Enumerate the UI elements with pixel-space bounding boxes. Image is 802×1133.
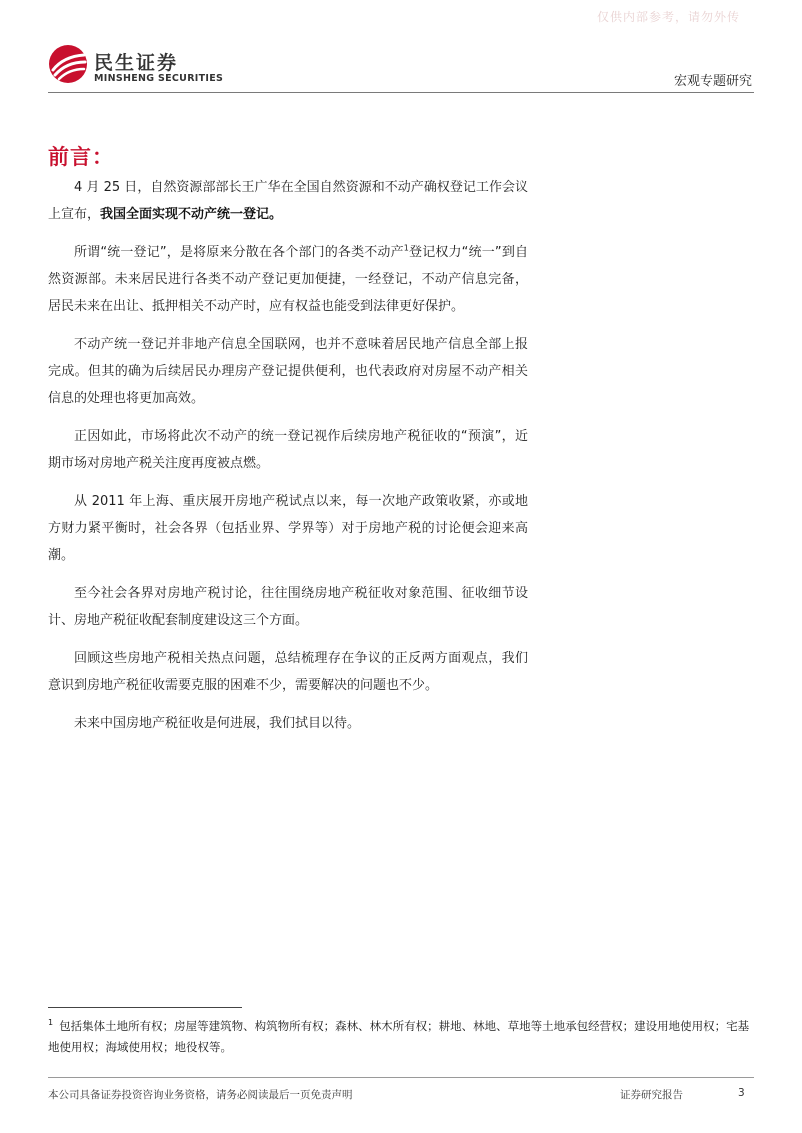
- paragraph-1: [48, 174, 528, 228]
- brand-name-cn: 民生证券: [94, 52, 179, 74]
- page-number: 3: [738, 1087, 745, 1099]
- paragraph-2-text-a: 所谓“统一登记”，是将原来分散在各个部门的各类不动产: [74, 245, 404, 260]
- paragraph-1-text: 4 月 25 日，自然资源部部长王广华在全国自然资源和不动产确权登记工作会议上宣布，: [48, 180, 528, 222]
- footer-divider: [48, 1077, 754, 1078]
- paragraph-6: 至今社会各界对房地产税讨论，往往围绕房地产税征收对象范围、征收细节设计、房地产税征收配套制度建设这三个方面。: [48, 586, 528, 628]
- footer-disclaimer: 本公司具备证券投资咨询业务资格，请务必阅读最后一页免责声明: [48, 1089, 353, 1101]
- footnote-marker: 1: [48, 1018, 54, 1028]
- footnote-text: 包括集体土地所有权；房屋等建筑物、构筑物所有权；森林、林木所有权；耕地、林地、草地等土地承包经营权；建设用地使用权；宅基地使用权；海域使用权；地役权等。: [48, 1019, 750, 1054]
- paragraph-2-text-b: 登记权力“统一”到自然资源部。未来居民进行各类不动产登记更加便捷，一经登记，不动产信息完备，居民未来在出让、抵押相关不动产时，应有权益也能受到法律更好保护。: [48, 245, 528, 314]
- footnote-divider: [48, 1007, 242, 1008]
- footer-report-label: 证券研究报告: [620, 1089, 683, 1101]
- paragraph-3: 不动产统一登记并非地产信息全国联网，也并不意味着居民地产信息全部上报完成。但其的确为后续居民办理房产登记提供便利，也代表政府对房屋不动产相关信息的处理也将更加高效。: [48, 337, 528, 406]
- footnote-ref[interactable]: 1: [403, 243, 409, 253]
- watermark-text: 仅供内部参考，请勿外传: [596, 10, 740, 24]
- footnote: [48, 1016, 754, 1058]
- report-type-label: 宏观专题研究: [673, 74, 752, 89]
- section-title: 前言：: [48, 145, 114, 169]
- paragraph-2: [48, 239, 528, 320]
- body-text: [48, 174, 528, 748]
- paragraph-1-emphasis: 我国全面实现不动产统一登记。: [100, 207, 283, 222]
- paragraph-5: 从 2011 年上海、重庆展开房地产税试点以来，每一次地产政策收紧，亦或地方财力紧平衡时，社会各界（包括业界、学界等）对于房地产税的讨论便会迎来高潮。: [48, 494, 528, 563]
- paragraph-7: 回顾这些房地产税相关热点问题，总结梳理存在争议的正反两方面观点，我们意识到房地产税征收需要克服的困难不少，需要解决的问题也不少。: [48, 651, 528, 693]
- paragraph-8: 未来中国房地产税征收是何进展，我们拭目以待。: [74, 716, 361, 731]
- minsheng-emblem-icon: [48, 44, 88, 84]
- brand-name-en: MINSHENG SECURITIES: [94, 73, 224, 84]
- paragraph-4: 正因如此，市场将此次不动产的统一登记视作后续房地产税征收的“预演”，近期市场对房地产税关注度再度被点燃。: [48, 429, 528, 471]
- header-divider: [48, 92, 754, 93]
